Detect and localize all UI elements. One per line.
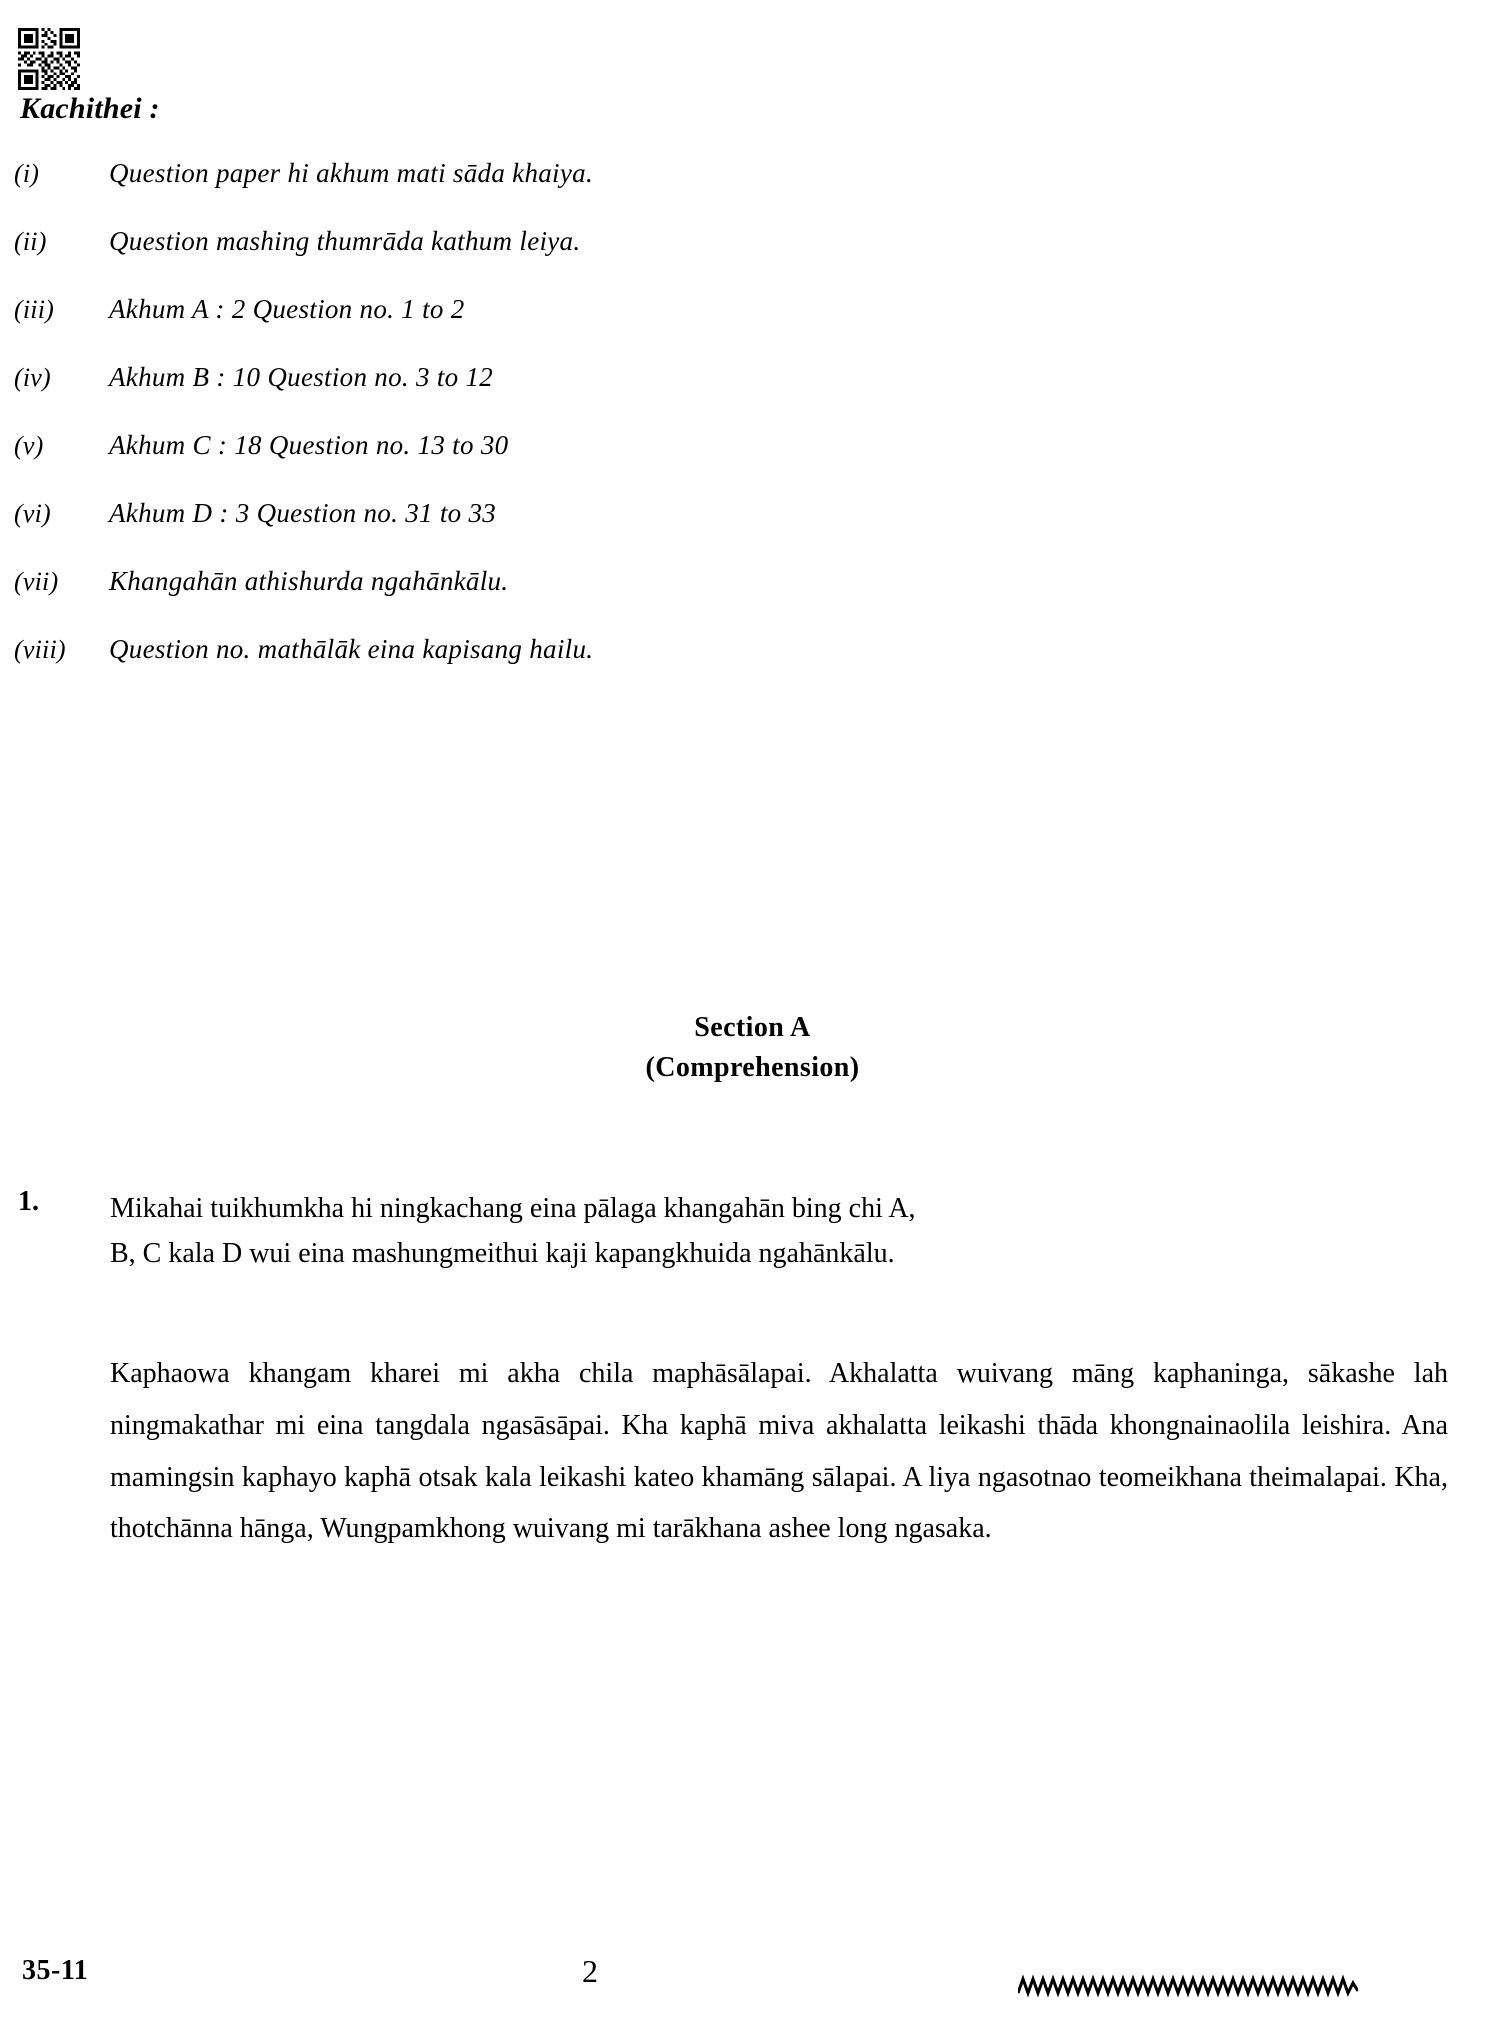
section-title: Section A <box>694 1012 811 1043</box>
instruction-item <box>14 226 1114 294</box>
section-subtitle: (Comprehension) <box>645 1051 860 1083</box>
instruction-text: Akhum C : 18 Question no. 13 to 30 <box>109 430 509 460</box>
instruction-marker: (v) <box>14 431 44 460</box>
question-stem-line-2: B, C kala D wui eina mashungmeithui kaji kapangkhuida ngahānkālu. <box>110 1238 895 1270</box>
page-number: 2 <box>582 1953 598 1989</box>
instructions-list <box>14 158 1114 702</box>
question-stem <box>110 1186 1448 1277</box>
paper-code: 35-11 <box>22 1955 89 1986</box>
page-footer <box>0 1955 1505 2015</box>
instruction-marker: (iv) <box>14 363 51 392</box>
passage-paragraph: Kaphaowa khangam kharei mi akha chila maphāsālapai. Akhalatta wuivang māng kaphaninga, sākashe lah ningmakathar mi eina tangdala ngasāsāpai. Kha kaphā miva akhalatta leikashi thāda khongnainaolila leishira. Ana mamingsin kaphayo kaphā otsak kala leikashi kateo khamāng sālapai. A liya ngasotnao teomeikhana theimalapai. Kha, thotchānna hānga, Wungpamkhong wuivang mi tarākhana ashee long ngasaka. <box>110 1358 1448 1545</box>
instruction-marker: (iii) <box>14 295 54 324</box>
question-stem-line-1: Mikahai tuikhumkha hi ningkachang eina pālaga khangahān bing chi A, <box>110 1193 916 1224</box>
instruction-marker: (vii) <box>14 567 59 596</box>
instruction-text: Khangahān athishurda ngahānkālu. <box>109 566 509 596</box>
instruction-item <box>14 158 1114 226</box>
instruction-marker: (i) <box>14 159 40 188</box>
instruction-text: Akhum B : 10 Question no. 3 to 12 <box>109 362 494 392</box>
instruction-item <box>14 566 1114 634</box>
instruction-item <box>14 294 1114 362</box>
instruction-text: Akhum A : 2 Question no. 1 to 2 <box>109 294 465 324</box>
instruction-item <box>14 430 1114 498</box>
instruction-text: Akhum D : 3 Question no. 31 to 33 <box>109 498 497 528</box>
instruction-text: Question no. mathālāk eina kapisang hailu. <box>109 634 594 664</box>
instructions-heading: Kachithei : <box>20 92 160 125</box>
qr-code-icon <box>18 28 80 90</box>
instruction-item <box>14 634 1114 702</box>
instruction-item <box>14 498 1114 566</box>
instruction-marker: (vi) <box>14 499 51 528</box>
instruction-marker: (viii) <box>14 635 66 664</box>
question-1 <box>18 1186 1448 1277</box>
instruction-marker: (ii) <box>14 227 47 256</box>
question-row <box>18 1186 1448 1277</box>
question-number: 1. <box>18 1186 39 1217</box>
instruction-text: Question paper hi akhum mati sāda khaiya. <box>109 158 593 188</box>
zigzag-ornament-icon <box>1018 1973 1358 1999</box>
comprehension-passage <box>110 1348 1448 1555</box>
instruction-item <box>14 362 1114 430</box>
section-heading <box>0 1008 1505 1088</box>
instruction-text: Question mashing thumrāda kathum leiya. <box>109 226 581 256</box>
